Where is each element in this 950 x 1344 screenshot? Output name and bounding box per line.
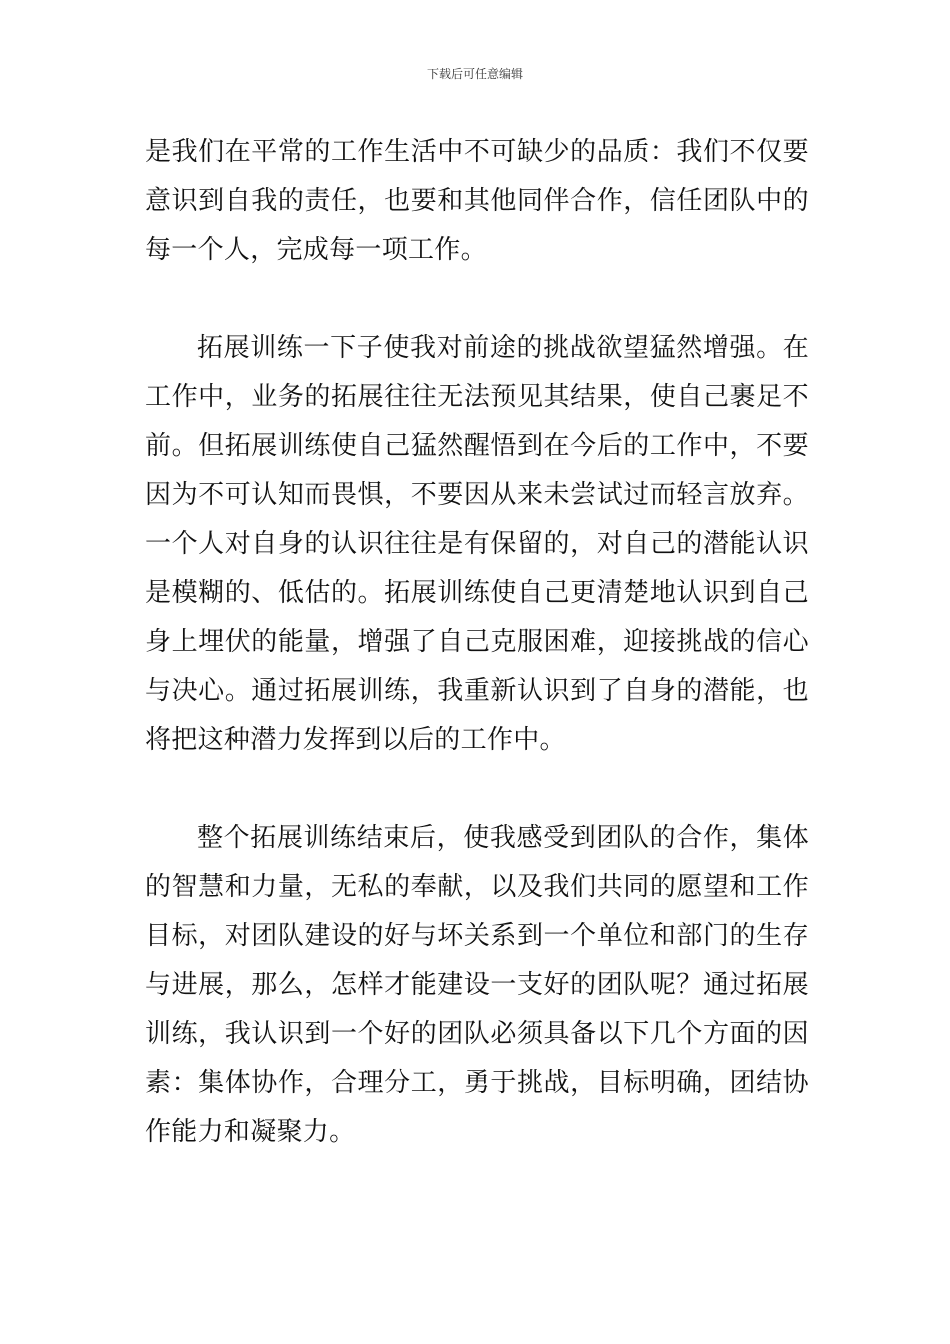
paragraph-1: 是我们在平常的工作生活中不可缺少的品质：我们不仅要意识到自我的责任，也要和其他同伴合作，信任团队中的每一个人，完成每一项工作。 bbox=[145, 137, 809, 265]
paragraph-gap bbox=[145, 275, 809, 324]
paragraph-3: 整个拓展训练结束后，使我感受到团队的合作，集体的智慧和力量，无私的奉献，以及我们共同的愿望和工作目标，对团队建设的好与坏关系到一个单位和部门的生存与进展，那么，怎样才能建设一支好的团队呢？通过拓展训练，我认识到一个好的团队必须具备以下几个方面的因素：集体协作，合理分工，勇于挑战，目标明确，团结协作能力和凝聚力。 bbox=[145, 823, 809, 1147]
paragraph-2: 拓展训练一下子使我对前途的挑战欲望猛然增强。在工作中，业务的拓展往往无法预见其结果，使自己裹足不前。但拓展训练使自己猛然醒悟到在今后的工作中，不要因为不可认知而畏惧，不要因从来未尝试过而轻言放弃。一个人对自身的认识往往是有保留的，对自己的潜能认识是模糊的、低估的。拓展训练使自己更清楚地认识到自己身上埋伏的能量，增强了自己克服困难，迎接挑战的信心与决心。通过拓展训练，我重新认识到了自身的潜能，也将把这种潜力发挥到以后的工作中。 bbox=[145, 333, 809, 755]
page-header-note: 下载后可任意编辑 bbox=[426, 67, 523, 81]
paragraph-gap bbox=[145, 765, 809, 814]
document-body bbox=[145, 128, 809, 1157]
